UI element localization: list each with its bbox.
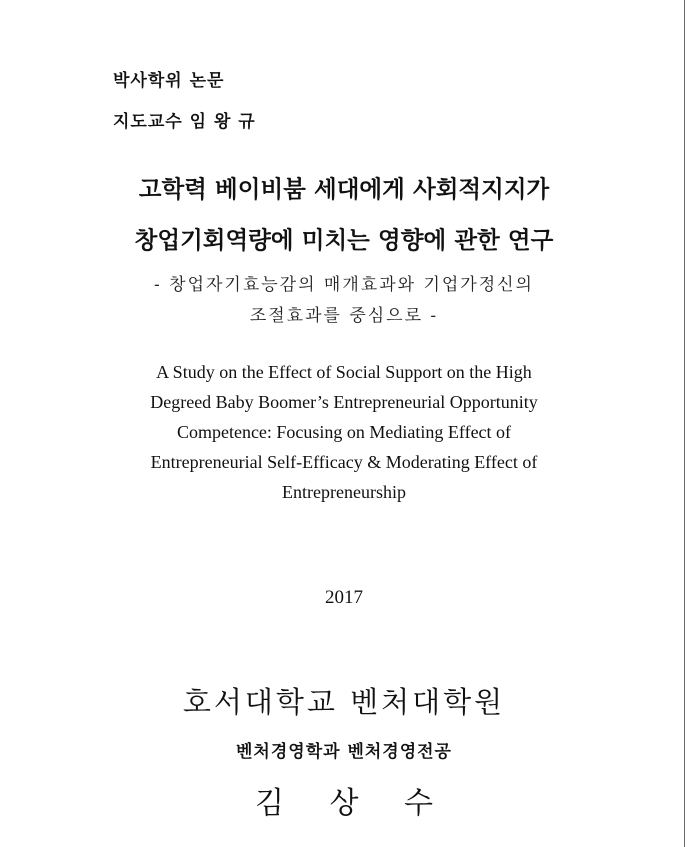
- subtitle-korean-line-2: 조절효과를 중심으로 -: [249, 306, 439, 326]
- title-english-line-4: Entrepreneurial Self-Efficacy & Moderating Effect of: [150, 452, 538, 472]
- title-english-line-2: Degreed Baby Boomer’s Entrepreneurial Opportunity: [150, 392, 538, 412]
- advisor-name: 지도교수 임 왕 규: [113, 112, 256, 132]
- university-name: 호서대학교 벤처대학원: [182, 685, 506, 719]
- title-korean-line-2: 창업기회역량에 미치는 영향에 관한 연구: [134, 226, 554, 254]
- title-korean-line-1: 고학력 베이비붐 세대에게 사회적지지가: [138, 175, 550, 203]
- subtitle-korean-line-1: - 창업자기효능감의 매개효과와 기업가정신의: [154, 275, 534, 295]
- title-english-line-3: Competence: Focusing on Mediating Effect of: [176, 422, 512, 442]
- department-name: 벤처경영학과 벤처경영전공: [236, 742, 452, 762]
- submission-year: 2017: [325, 587, 363, 608]
- title-english-line-1: A Study on the Effect of Social Support on the High: [156, 362, 532, 382]
- title-english-line-5: Entrepreneurship: [282, 482, 406, 502]
- degree-type: 박사학위 논문: [113, 71, 225, 91]
- author-name: 김 상 수: [254, 786, 433, 821]
